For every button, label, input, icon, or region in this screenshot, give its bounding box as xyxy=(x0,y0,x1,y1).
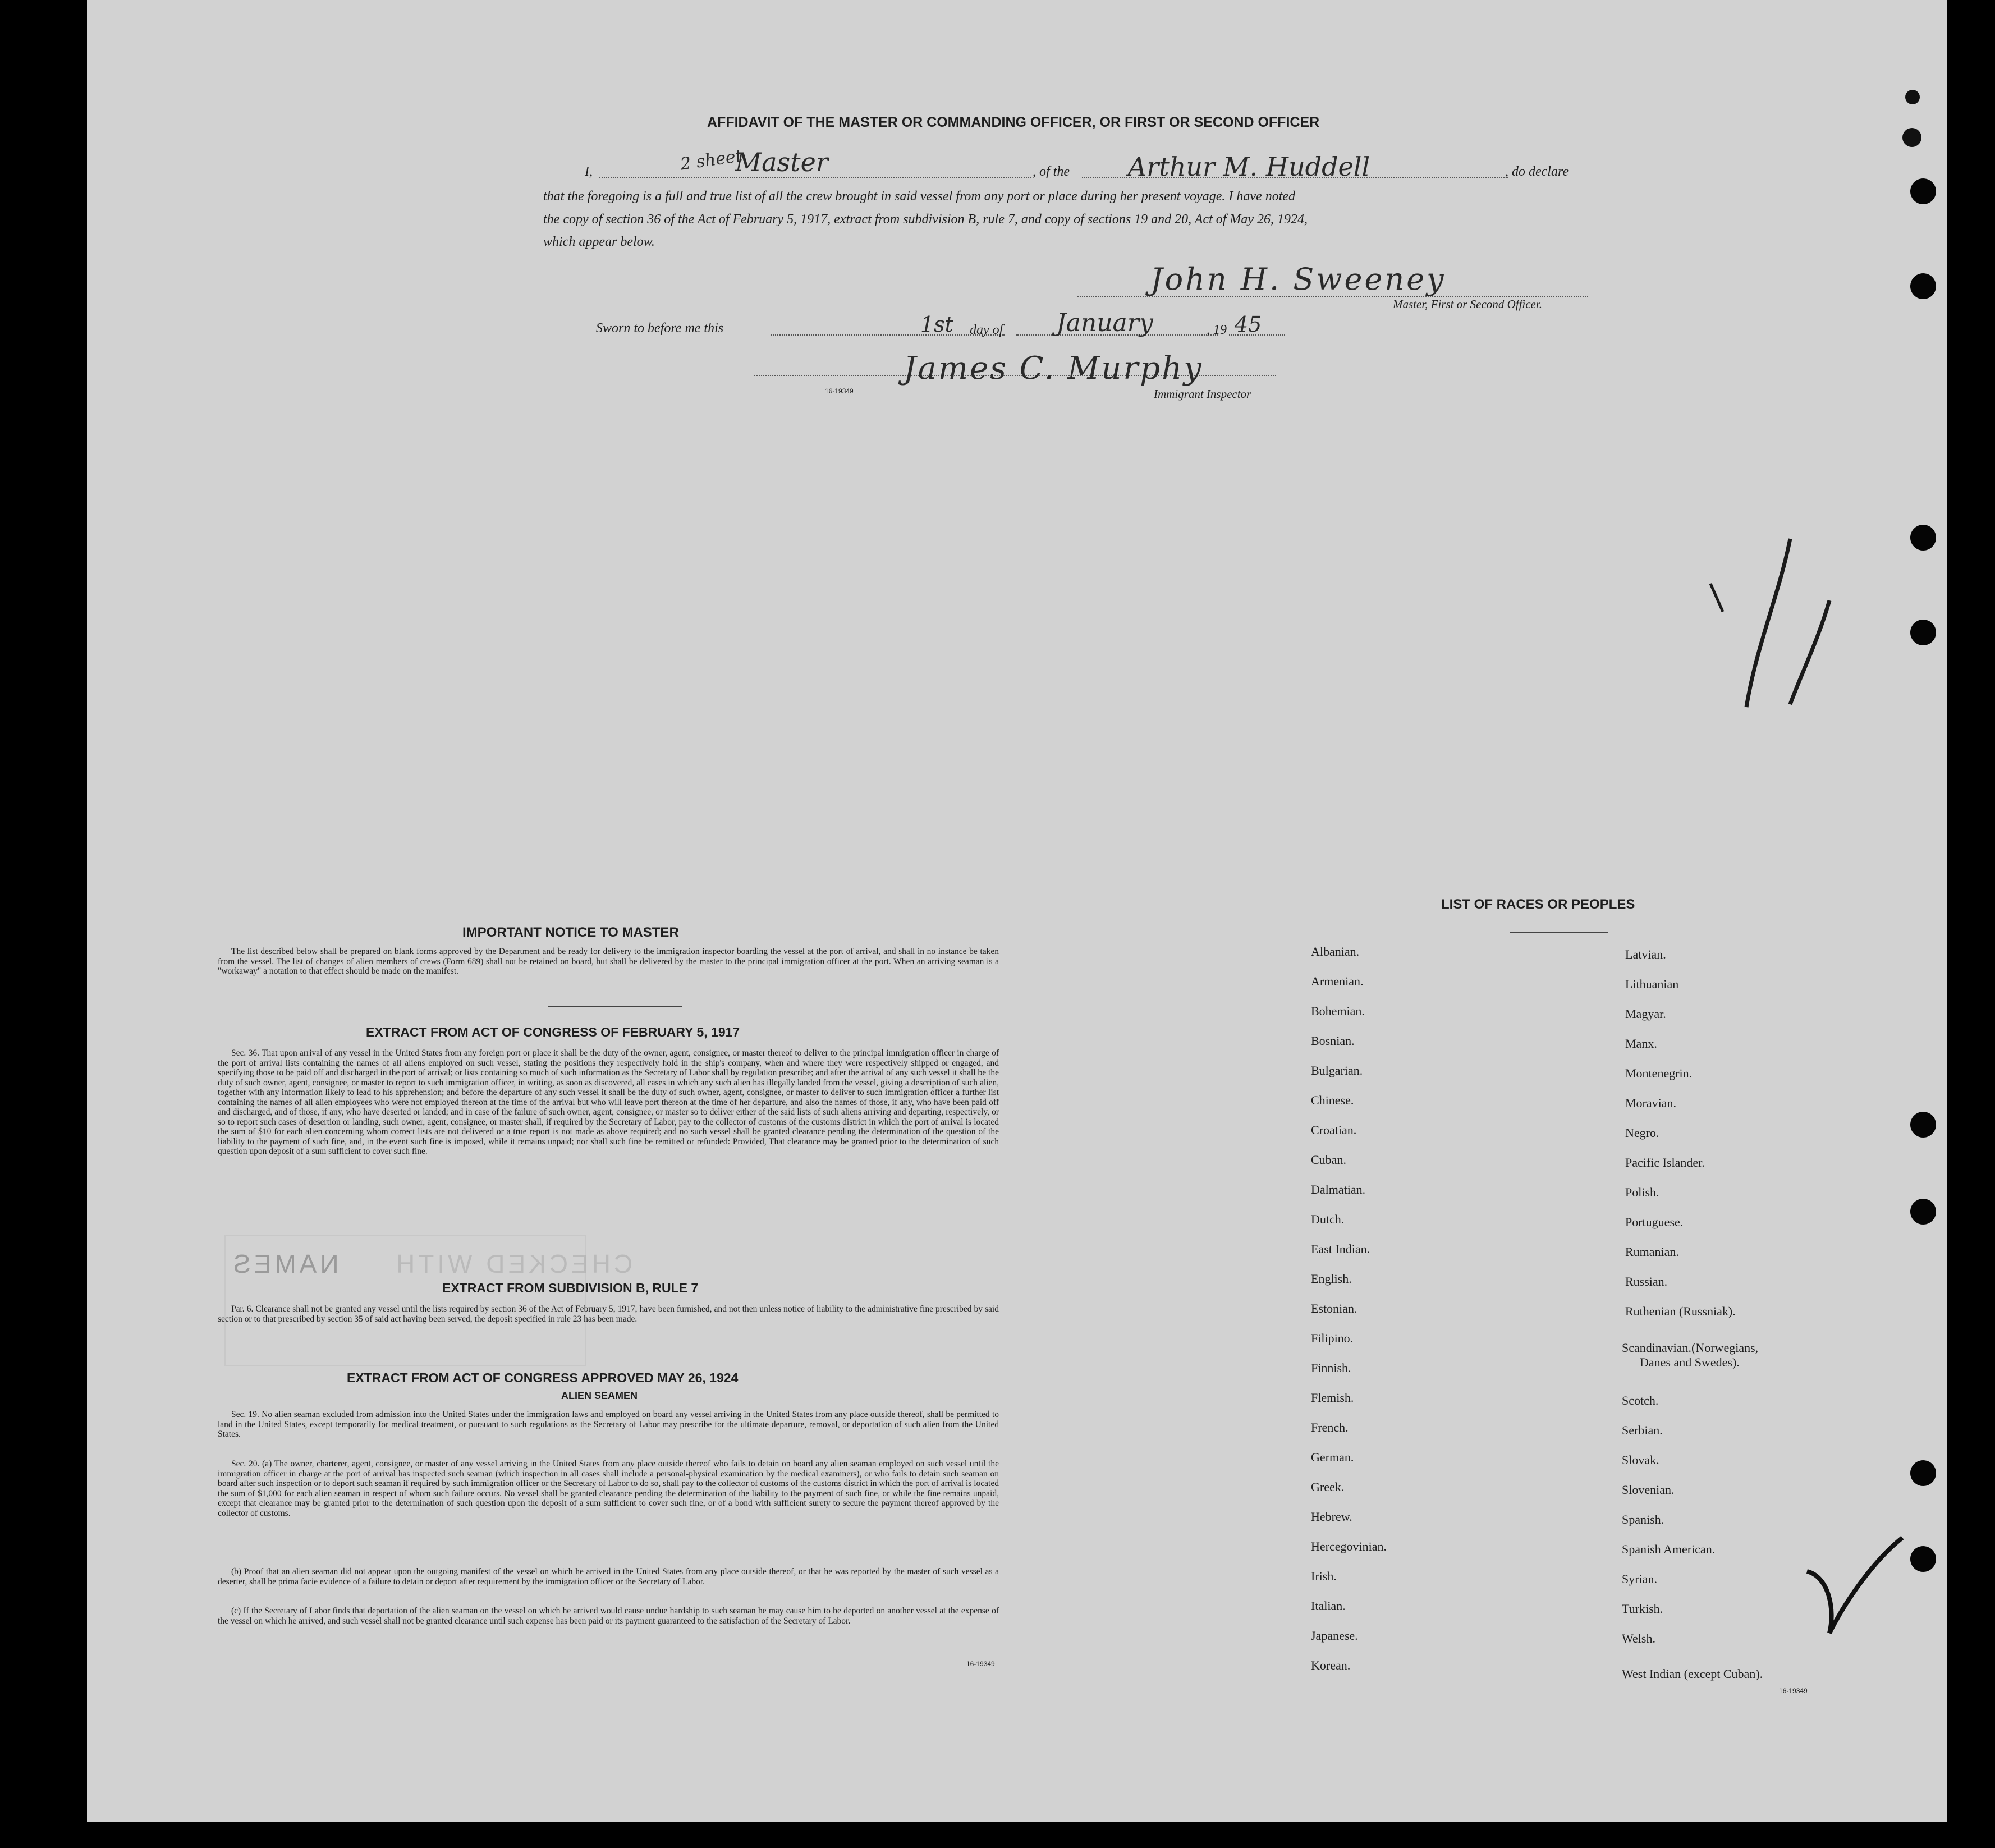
race-left: Bosnian. xyxy=(1311,1034,1355,1048)
punch-hole xyxy=(1910,178,1936,204)
affidavit-line2: that the foregoing is a full and true list of all the crew brought in said vessel from any port or place during her present voyage. I have noted xyxy=(543,189,1296,204)
sworn-year-prefix: , 19 xyxy=(1207,323,1227,337)
punch-hole-top xyxy=(1905,90,1920,104)
race-left: Hercegovinian. xyxy=(1311,1539,1387,1553)
master-signature: John H. Sweeney xyxy=(1150,262,1446,297)
race-right: Scotch. xyxy=(1622,1393,1659,1407)
punch-hole-top xyxy=(1902,128,1921,147)
extract1924-subtitle: ALIEN SEAMEN xyxy=(561,1390,638,1401)
race-right: Serbian. xyxy=(1622,1423,1663,1437)
subdivision-title: EXTRACT FROM SUBDIVISION B, RULE 7 xyxy=(442,1281,699,1295)
race-right: Scandinavian.(Norwegians, xyxy=(1622,1341,1759,1355)
race-right: Moravian. xyxy=(1625,1096,1677,1110)
stamp-text-checked: CHECKED WITH xyxy=(393,1249,633,1278)
race-left: Irish. xyxy=(1311,1569,1337,1583)
sworn-prefix: Sworn to before me this xyxy=(596,321,724,336)
race-right: Rumanian. xyxy=(1625,1245,1679,1259)
race-left: Greek. xyxy=(1311,1480,1345,1494)
notice-text: The list described below shall be prepared on blank forms approved by the Department and be ready for delivery to the immigration inspector boarding the vessel at the port of arrival, and shall in no instance be taken from the vessel. The list of changes of alien members of crews (Form 689) shall not be retained on board, but shall be delivered by the master to the principal immigration officer at the port. When an arriving seaman is a "workaway" a notation to that effect should be made on the manifest. xyxy=(218,947,999,976)
stamp-text-names: NAMES xyxy=(230,1249,339,1278)
check-mark-svg xyxy=(1796,1526,1908,1639)
race-right: Magyar. xyxy=(1625,1007,1666,1021)
inspector-signature: James C. Murphy xyxy=(904,350,1203,387)
race-right: Slovenian. xyxy=(1622,1483,1675,1497)
affidavit-title: AFFIDAVIT OF THE MASTER OR COMMANDING OFFICER, OR FIRST OR SECOND OFFICER xyxy=(707,114,1320,130)
race-left: Dalmatian. xyxy=(1311,1182,1366,1196)
race-left: Flemish. xyxy=(1311,1391,1354,1405)
tally-mark-svg xyxy=(1706,528,1841,718)
extract1924-title: EXTRACT FROM ACT OF CONGRESS APPROVED MAY 26, 1924 xyxy=(347,1370,739,1385)
divider xyxy=(548,1006,682,1007)
punch-hole xyxy=(1910,1460,1936,1486)
affidavit-line1-suffix: , do declare xyxy=(1505,164,1569,179)
tally-stroke xyxy=(1790,600,1829,704)
hand-role: Master xyxy=(735,147,828,177)
race-left: Croatian. xyxy=(1311,1123,1357,1137)
race-right: Negro. xyxy=(1625,1126,1659,1140)
race-left: East Indian. xyxy=(1311,1242,1370,1256)
race-left: English. xyxy=(1311,1272,1352,1286)
punch-hole xyxy=(1910,525,1936,551)
race-right: Danes and Swedes). xyxy=(1640,1355,1740,1369)
race-right: Russian. xyxy=(1625,1274,1668,1288)
punch-hole xyxy=(1910,1112,1936,1138)
hand-vessel-name: Arthur M. Huddell xyxy=(1128,152,1370,182)
race-left: French. xyxy=(1311,1420,1349,1434)
notice-title: IMPORTANT NOTICE TO MASTER xyxy=(462,925,679,940)
race-right: Polish. xyxy=(1625,1185,1659,1199)
race-left: Estonian. xyxy=(1311,1301,1357,1315)
sec20b-text: (b) Proof that an alien seaman did not appear upon the outgoing manifest of the vessel on which he arrived in the United States from any place outside thereof, or that he was reported by the master of such vessel as a deserter, shall be prima facie evidence of a failure to detain or deport after requirement by the immigration officer or the Secretary of Labor. xyxy=(218,1567,999,1586)
race-left: Italian. xyxy=(1311,1599,1346,1613)
affidavit-line1-prefix: I, xyxy=(585,164,593,179)
race-right: Portuguese. xyxy=(1625,1215,1684,1229)
race-left: Bohemian. xyxy=(1311,1004,1365,1018)
race-left: Hebrew. xyxy=(1311,1510,1352,1524)
race-left: Korean. xyxy=(1311,1658,1351,1672)
race-left: Armenian. xyxy=(1311,974,1364,988)
inspector-caption: Immigrant Inspector xyxy=(1154,387,1251,401)
affidavit-line4: which appear below. xyxy=(543,235,655,249)
race-left: Bulgarian. xyxy=(1311,1063,1363,1077)
race-left: Dutch. xyxy=(1311,1212,1345,1226)
sworn-year-blank xyxy=(1229,334,1285,336)
punch-hole xyxy=(1910,620,1936,645)
extract1924-form-number: 16-19349 xyxy=(966,1660,995,1668)
race-right: Spanish. xyxy=(1622,1512,1664,1526)
race-left: Filipino. xyxy=(1311,1331,1354,1345)
sec20c-text: (c) If the Secretary of Labor finds that deportation of the alien seaman on the vessel on which he arrived would cause undue hardship to such seaman he may cause him to be deported on another vessel at the expense of the vessel on which he arrived, and such vessel shall not be granted clearance until such expense has been paid or its payment guaranteed to the satisfaction of the Secretary of Labor. xyxy=(218,1606,999,1626)
sworn-year: 45 xyxy=(1235,312,1262,337)
race-right: Slovak. xyxy=(1622,1453,1659,1467)
race-left: Cuban. xyxy=(1311,1153,1346,1167)
check-stroke xyxy=(1807,1538,1902,1633)
punch-hole xyxy=(1910,1199,1936,1225)
race-right: Ruthenian (Russniak). xyxy=(1625,1304,1736,1318)
race-right: Manx. xyxy=(1625,1037,1657,1051)
subdivision-text: Par. 6. Clearance shall not be granted any vessel until the lists required by section 36 of the Act of February 5, 1917, have been furnished, and not then unless notice of liability to the administrative fine prescribed by said section or to that prescribed by section 35 of said act having been served, the deposit specified in rule 23 has been made. xyxy=(218,1304,999,1324)
race-right: Montenegrin. xyxy=(1625,1066,1693,1080)
race-right: Pacific Islander. xyxy=(1625,1155,1705,1170)
race-right: Latvian. xyxy=(1625,947,1666,961)
race-left: Albanian. xyxy=(1311,944,1360,959)
tally-stroke xyxy=(1710,584,1723,612)
hand-role-above: 2 sheet xyxy=(679,146,744,175)
punch-hole xyxy=(1910,1546,1936,1572)
tally-stroke xyxy=(1746,539,1790,707)
race-left: Japanese. xyxy=(1311,1629,1358,1643)
races-title: LIST OF RACES OR PEOPLES xyxy=(1441,897,1635,912)
punch-hole xyxy=(1910,273,1936,299)
sworn-month: January xyxy=(1056,309,1153,337)
races-form-number: 16-19349 xyxy=(1779,1687,1808,1695)
affidavit-form-number: 16-19349 xyxy=(825,387,854,395)
role-blank xyxy=(599,177,1031,178)
divider xyxy=(1510,932,1608,933)
race-left: Chinese. xyxy=(1311,1093,1354,1107)
sworn-day: 1st xyxy=(920,312,953,337)
race-right: Turkish. xyxy=(1622,1602,1663,1616)
extract1917-text: Sec. 36. That upon arrival of any vessel in the United States from any foreign port or place it shall be the duty of the owner, agent, consignee, or master thereof to deliver to the principal immigration officer in charge of the port of arrival lists containing the names of all aliens employed on such vessel, stating the positions they respectively hold in the ship's company, when and where they were respectively shipped or engaged, and specifying those to be paid off and discharged in the port of arrival; or lists containing so much of such information as the Secretary of Labor shall by regulation prescribe; and after the arrival of any such vessel it shall be the duty of such owner, agent, consignee, or master to report to such immigration officer, in writing, as soon as discovered, all cases in which any such alien has illegally landed from the vessel, giving a description of such alien, together with any information likely to lead to his apprehension; and before the departure of any such vessel it shall be the duty of such owner, agent, consignee, or master to deliver to such immigration officer a further list containing the names of all alien employees who were not employed thereon at the time of the arrival but who will leave port thereon at the time of her departure, and also the names of those, if any, who have been paid off and discharged, and of those, if any, who have deserted or landed; and in case of the failure of such owner, agent, consignee, or master so to deliver either of the said lists of such aliens arriving and departing, respectively, or so to report such cases of desertion or landing, such owner, agent, consignee, or master shall, if required by the Secretary of Labor, pay to the collector of customs of the customs district in which the port of arrival is located the sum of $10 for each alien concerning whom correct lists are not delivered or a true report is not made as above required; and no such vessel shall be granted clearance pending the determination of the question of the liability to the payment of such fine, and, in the event such fine is imposed, while it remains unpaid; nor shall such fine be remitted or refunded: Provided, That clearance may be granted prior to the determination of such question upon deposit of a sum sufficient to cover such fine. xyxy=(218,1048,999,1156)
extract1917-title: EXTRACT FROM ACT OF CONGRESS OF FEBRUARY 5, 1917 xyxy=(366,1025,740,1039)
master-caption: Master, First or Second Officer. xyxy=(1393,297,1542,311)
affidavit-line3: the copy of section 36 of the Act of February 5, 1917, extract from subdivision B, rule 7, and copy of sections 19 and 20, Act of May 26, 1924, xyxy=(543,212,1308,227)
race-right: Syrian. xyxy=(1622,1572,1657,1586)
sec20a-text: Sec. 20. (a) The owner, charterer, agent, consignee, or master of any vessel arriving in the United States from any place outside thereof who fails to detain on board any alien seaman employed on such vessel until the immigration officer in charge at the port of arrival has inspected such seaman (which inspection in all cases shall include a personal-physical examination by the medical examiners), or who fails to detain such seaman on board after such inspection or to deport such seaman if required by such immigration officer or the Secretary of Labor to do so, shall pay to the collector of customs of the customs district in which the port of arrival is located the sum of $1,000 for each alien seaman in respect of whom such failure occurs. No vessel shall be granted clearance pending the determination of the liability to the payment of such fine, or while the fine remains unpaid, except that clearance may be granted prior to the determination of such question upon the deposit of a sum sufficient to cover such fine, or of a bond with sufficient surety to secure the payment thereof approved by the collector of customs. xyxy=(218,1459,999,1518)
sworn-dayof: day of xyxy=(970,323,1003,337)
race-left: German. xyxy=(1311,1450,1354,1464)
race-right: Lithuanian xyxy=(1625,977,1679,991)
affidavit-line1-of: , of the xyxy=(1033,164,1070,179)
sec19-text: Sec. 19. No alien seaman excluded from admission into the United States under the immigration laws and employed on board any vessel arriving in the United States from any place outside thereof, shall be permitted to land in the United States, except temporarily for medical treatment, or pursuant to such regulations as the Secretary of Labor may prescribe for the ultimate departure, removal, or deportation of such alien from the United States. xyxy=(218,1410,999,1439)
race-right: West Indian (except Cuban). xyxy=(1622,1667,1763,1681)
race-right: Spanish American. xyxy=(1622,1542,1716,1556)
race-left: Finnish. xyxy=(1311,1361,1351,1375)
race-right: Welsh. xyxy=(1622,1631,1655,1645)
